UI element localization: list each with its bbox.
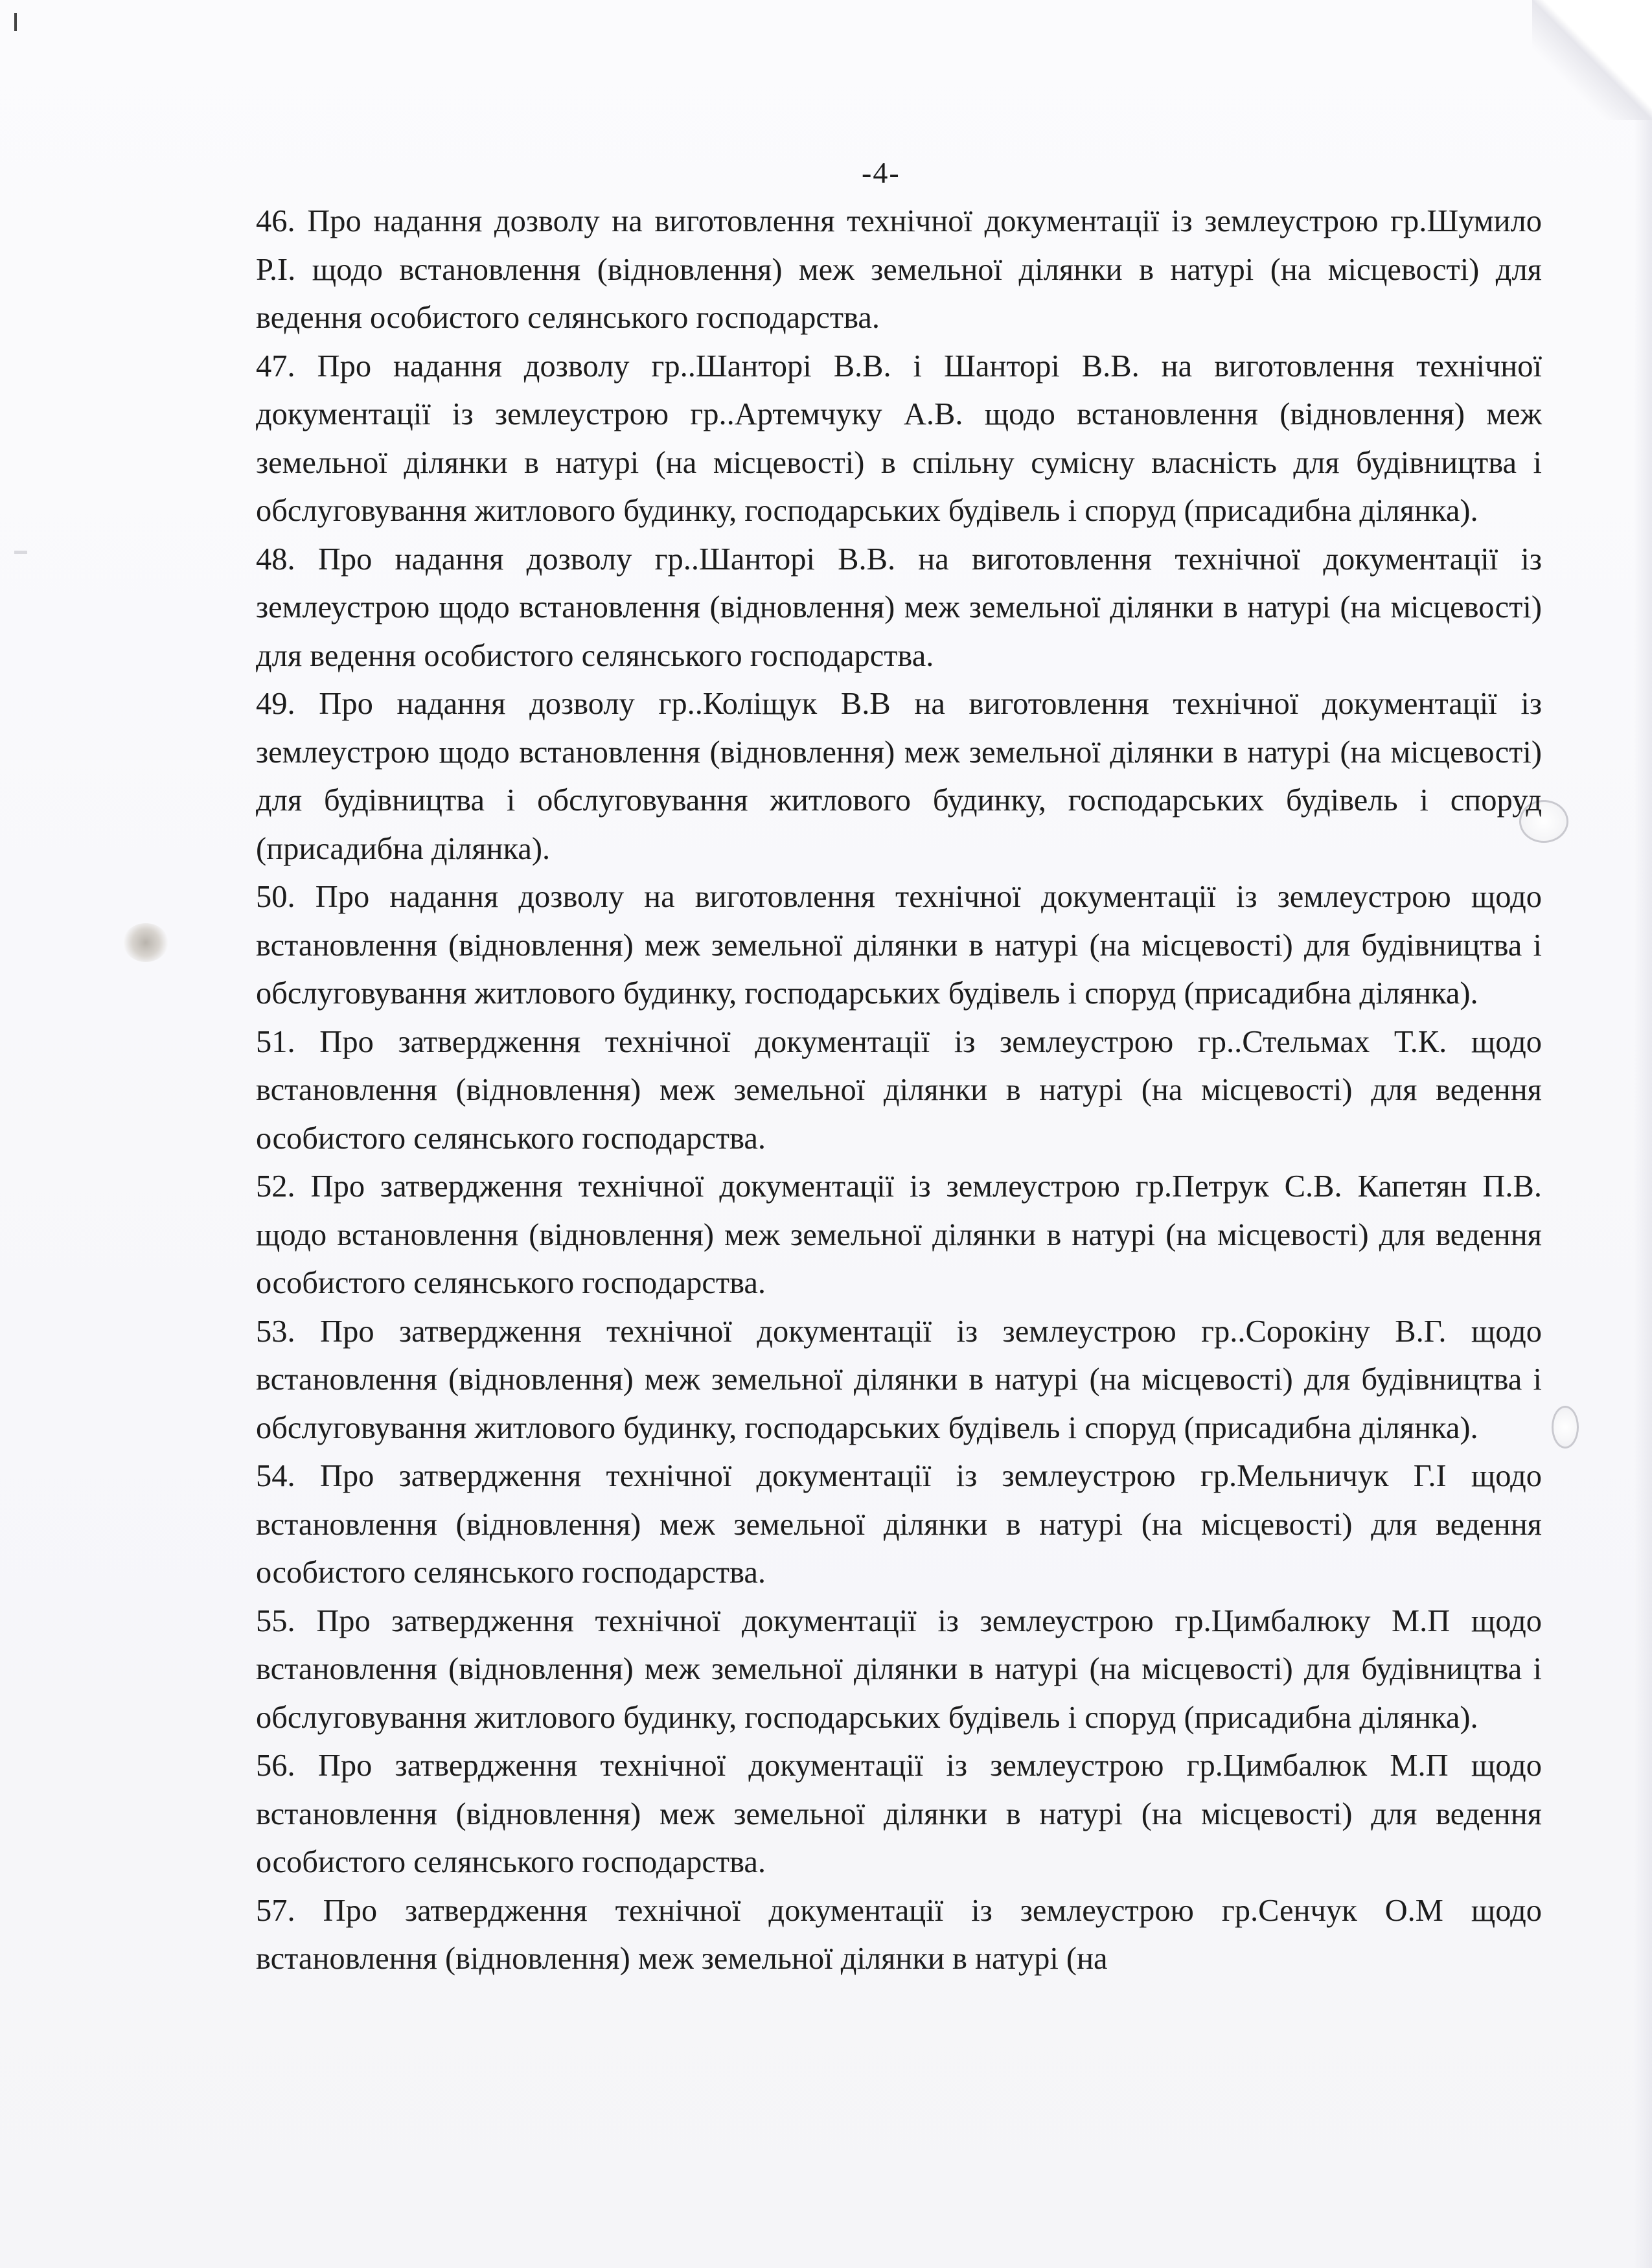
item-text: Про затвердження технічної документації із землеустрою гр..Сорокіну В.Г. щодо встановлення (відновлення) меж земельної ділянки в натурі (на місцевості) для будівництва і обслуговування житлового будинку, господарських будівель і споруд (присадибна ділянка). <box>256 1314 1542 1445</box>
item-text: Про затвердження технічної документації із землеустрою гр.Мельничук Г.І щодо встановлення (відновлення) меж земельної ділянки в натурі (на місцевості) для ведення особистого селянського господарства. <box>256 1459 1542 1590</box>
item-text: Про надання дозволу гр..Коліщук В.В на виготовлення технічної документації із землеустрою щодо встановлення (відновлення) меж земельної ділянки в натурі (на місцевості) для будівництва і обслуговування житлового будинку, господарських будівель і споруд (присадибна ділянка). <box>256 687 1542 866</box>
item-number: 56. <box>256 1748 295 1783</box>
item-text: Про затвердження технічної документації із землеустрою гр.Петрук С.В. Капетян П.В. щодо встановлення (відновлення) меж земельної ділянки в натурі (на місцевості) для ведення особистого селянського господарства. <box>256 1169 1542 1300</box>
item-number: 50. <box>256 880 295 914</box>
list-item-51 <box>256 1018 1542 1163</box>
item-text: Про надання дозволу на виготовлення технічної документації із землеустрою гр.Шумило Р.І. щодо встановлення (відновлення) меж земельної ділянки в натурі (на місцевості) для ведення особистого селянського господарства. <box>256 204 1542 335</box>
item-text: Про затвердження технічної документації із землеустрою гр.Цимбалюку М.П щодо встановлення (відновлення) меж земельної ділянки в натурі (на місцевості) для будівництва і обслуговування житлового будинку, господарських будівель і споруд (присадибна ділянка). <box>256 1603 1542 1735</box>
page-number: -4- <box>862 156 901 189</box>
item-number: 46. <box>256 204 295 238</box>
folded-corner <box>1568 0 1652 84</box>
item-number: 52. <box>256 1169 295 1204</box>
list-item-56 <box>256 1742 1542 1887</box>
list-item-46 <box>256 198 1542 343</box>
scan-mark-top <box>14 13 17 31</box>
list-item-52 <box>256 1163 1542 1308</box>
item-number: 49. <box>256 687 295 721</box>
item-number: 51. <box>256 1024 295 1059</box>
item-number: 53. <box>256 1314 295 1349</box>
list-item-48 <box>256 536 1542 681</box>
item-text: Про надання дозволу гр..Шанторі В.В. на виготовлення технічної документації із землеустрою щодо встановлення (відновлення) меж земельної ділянки в натурі (на місцевості) для ведення особистого селянського господарства. <box>256 542 1542 673</box>
item-number: 48. <box>256 542 295 577</box>
item-number: 57. <box>256 1893 295 1928</box>
list-item-53 <box>256 1308 1542 1453</box>
item-number: 54. <box>256 1459 295 1493</box>
list-item-55 <box>256 1598 1542 1743</box>
list-item-57 <box>256 1887 1542 1984</box>
list-item-50 <box>256 873 1542 1018</box>
item-text: Про затвердження технічної документації із землеустрою гр.Сенчук О.М щодо встановлення (відновлення) меж земельної ділянки в натурі (на <box>256 1893 1542 1976</box>
list-item-54 <box>256 1452 1542 1598</box>
page-edge-shadow <box>1634 0 1652 2268</box>
list-item-47 <box>256 343 1542 536</box>
item-text: Про надання дозволу гр..Шанторі В.В. і Шанторі В.В. на виготовлення технічної документації із землеустрою гр..Артемчуку А.В. щодо встановлення (відновлення) меж земельної ділянки в натурі (на місцевості) в спільну сумісну власність для будівництва і обслуговування житлового будинку, господарських будівель і споруд (присадибна ділянка). <box>256 349 1542 528</box>
item-number: 47. <box>256 349 295 384</box>
item-text: Про затвердження технічної документації із землеустрою гр.Цимбалюк М.П щодо встановлення (відновлення) меж земельної ділянки в натурі (на місцевості) для ведення особистого селянського господарства. <box>256 1748 1542 1879</box>
scan-mark <box>14 551 27 554</box>
item-list <box>256 198 1542 1984</box>
list-item-49 <box>256 680 1542 873</box>
item-number: 55. <box>256 1603 295 1638</box>
item-text: Про затвердження технічної документації із землеустрою гр..Стельмах Т.К. щодо встановлення (відновлення) меж земельної ділянки в натурі (на місцевості) для ведення особистого селянського господарства. <box>256 1024 1542 1156</box>
item-text: Про надання дозволу на виготовлення технічної документації із землеустрою щодо встановлення (відновлення) меж земельної ділянки в натурі (на місцевості) для будівництва і обслуговування житлового будинку, господарських будівель і споруд (присадибна ділянка). <box>256 880 1543 1011</box>
